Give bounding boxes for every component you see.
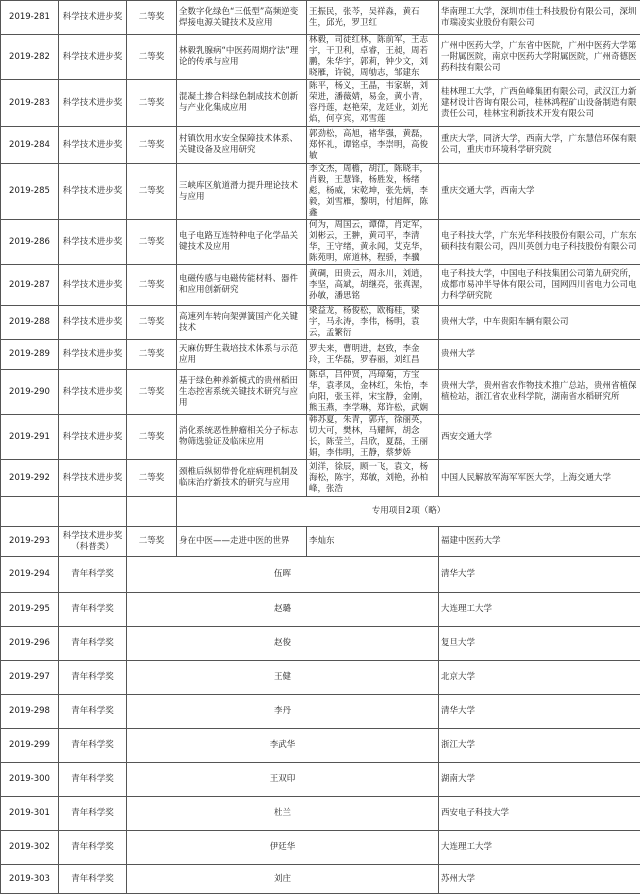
organizations-cell: 福建中医药大学 [439,527,640,557]
table-row [1,80,640,127]
winner-name-cell: 李武华 [127,729,439,763]
empty-cell [127,497,177,527]
project-name-cell: 三峡库区航道滑力提升理论技术与应用 [177,164,307,220]
organizations-cell: 华南理工大学，深圳市佳士科技股份有限公司，深圳市瑞凌实业股份有限公司 [439,1,640,35]
award-grade-cell: 二等奖 [127,1,177,35]
award-grade-cell: 二等奖 [127,415,177,460]
project-name-cell: 高速列车转向架弹簧国产化关键技术 [177,306,307,340]
award-category-cell: 青年科学奖 [59,627,127,661]
award-grade-cell: 二等奖 [127,460,177,497]
project-id-cell: 2019-295 [1,593,59,627]
award-category-cell: 青年科学奖 [59,729,127,763]
award-category-cell: 科学技术进步奖 [59,220,127,265]
award-category-cell: 科学技术进步奖 [59,370,127,415]
organizations-cell: 重庆交通大学，西南大学 [439,164,640,220]
completers-cell: 罗夫来，曹明进，赵致，李金玲，王华磊，罗春丽，刘红昌 [307,340,439,370]
award-category-cell: 青年科学奖 [59,763,127,797]
winner-organization-cell: 湖南大学 [439,763,640,797]
award-grade-cell: 二等奖 [127,340,177,370]
award-grade-cell: 二等奖 [127,164,177,220]
award-grade-cell: 二等奖 [127,220,177,265]
project-id-cell: 2019-281 [1,1,59,35]
table-row [1,695,640,729]
award-category-cell: 青年科学奖 [59,831,127,865]
table-row [1,415,640,460]
table-row [1,306,640,340]
project-id-cell: 2019-285 [1,164,59,220]
project-id-cell: 2019-299 [1,729,59,763]
table-row [1,593,640,627]
project-id-cell: 2019-296 [1,627,59,661]
project-name-cell: 电子电路互连特种电子化学品关键技术及应用 [177,220,307,265]
project-id-cell: 2019-303 [1,865,59,894]
project-name-cell: 基于绿色种养新模式的贵州稻田生态控害系统关键技术研究与应用 [177,370,307,415]
award-category-cell: 青年科学奖 [59,865,127,894]
completers-cell: 梁益龙，杨俊松，欧梅桂，梁宇，马永涛，李伟，杨明，袁云，孟繁衍 [307,306,439,340]
project-id-cell: 2019-287 [1,265,59,306]
completers-cell: 何为，周国云，谭偉，肖定军，刘彬云，王翀，黄司平，李清华，王守绪，黄永闻，艾克华，陈苑明，席道林，程骄，李骥 [307,220,439,265]
project-id-cell: 2019-302 [1,831,59,865]
award-category-cell: 科学技术进步奖 [59,1,127,35]
award-category-cell: 科学技术进步奖 [59,265,127,306]
award-category-cell: 科学技术进步奖 [59,127,127,164]
table-row [1,797,640,831]
project-id-cell: 2019-290 [1,370,59,415]
winner-name-cell: 王健 [127,661,439,695]
empty-cell [1,497,59,527]
award-category-cell: 青年科学奖 [59,797,127,831]
project-name-cell: 混凝土掺合料绿色制成技术创新与产业化集成应用 [177,80,307,127]
winner-organization-cell: 西安电子科技大学 [439,797,640,831]
award-grade-cell: 二等奖 [127,80,177,127]
organizations-cell: 贵州大学，贵州省农作物技术推广总站，贵州省植保植检站，浙江省农业科学院，湖南省水稻研究所 [439,370,640,415]
project-name-cell: 全数字化绿色“三低型”高频逆变焊接电源关键技术及应用 [177,1,307,35]
winner-organization-cell: 苏州大学 [439,865,640,894]
project-id-cell: 2019-298 [1,695,59,729]
award-category-cell: 青年科学奖 [59,695,127,729]
table-row [1,35,640,80]
table-row [1,831,640,865]
award-grade-cell: 二等奖 [127,370,177,415]
winner-name-cell: 王双印 [127,763,439,797]
project-id-cell: 2019-286 [1,220,59,265]
completers-cell: 李文杰，周檐，胡江，陈晓丰，肖毅，王慧锋，杨胜发，杨绪彪，杨威，宋乾坤，张先炳，李毅，刘雪雁，黎明，付旭辉，陈鑫 [307,164,439,220]
project-id-cell: 2019-289 [1,340,59,370]
project-id-cell: 2019-283 [1,80,59,127]
organizations-cell: 中国人民解放军海军军医大学，上海交通大学 [439,460,640,497]
winner-name-cell: 伍晖 [127,557,439,593]
organizations-cell: 西安交通大学 [439,415,640,460]
special-projects-note: 专用项目2项（略） [177,497,640,527]
organizations-cell: 贵州大学 [439,340,640,370]
project-name-cell: 身在中医——走进中医的世界 [177,527,307,557]
project-id-cell: 2019-284 [1,127,59,164]
table-row [1,1,640,35]
winner-organization-cell: 清华大学 [439,557,640,593]
winner-organization-cell: 北京大学 [439,661,640,695]
project-name-cell: 消化系统恶性肿瘤相关分子标志物筛选验证及临床应用 [177,415,307,460]
table-row [1,661,640,695]
award-category-cell: 科学技术进步奖 [59,35,127,80]
organizations-cell: 重庆大学，同济大学，西南大学，广东慧信环保有限公司，重庆市环境科学研究院 [439,127,640,164]
award-category-cell: 科学技术进步奖 [59,460,127,497]
project-id-cell: 2019-293 [1,527,59,557]
table-row [1,340,640,370]
project-id-cell: 2019-292 [1,460,59,497]
table-row [1,865,640,894]
award-grade-cell: 二等奖 [127,527,177,557]
completers-cell: 王振民，张芩，吴祥淼，黄石生，邱光，罗卫红 [307,1,439,35]
award-category-cell: 科学技术进步奖 [59,80,127,127]
award-grade-cell: 二等奖 [127,35,177,80]
project-name-cell: 村镇饮用水安全保障技术体系、关键设备及应用研究 [177,127,307,164]
completers-cell: 林毅，司徒红林，陈前军，王志宇，干卫利，卓睿，王昶，周若鹏，朱华宇，郭莉，钟少文，刘晓雁，许锐，周劬志，邹建东 [307,35,439,80]
table-row [1,220,640,265]
organizations-cell: 桂林理工大学，广西鱼峰集团有限公司，武汉江力新建材设计咨询有限公司，桂林鸿程矿山设备制造有限责任公司，桂林宝利新技术开发有限公司 [439,80,640,127]
table-row [1,627,640,661]
organizations-cell: 广州中医药大学，广东省中医院，广州中医药大学第一附属医院，南京中医药大学附属医院，广州奇德医药科技有限公司 [439,35,640,80]
award-category-cell: 科学技术进步奖 [59,164,127,220]
project-name-cell: 林毅乳腺病“中医药周期疗法”理论的传承与应用 [177,35,307,80]
winner-organization-cell: 大连理工大学 [439,831,640,865]
table-row [1,164,640,220]
winner-organization-cell: 浙江大学 [439,729,640,763]
completers-cell: 陈平，杨义，王晶，韦家崭，刘荣进，潘薇婧，易金，黄小青，容丹莲，赵艳荣，龙廷业，刘光焰，何亨宾，邓雪莲 [307,80,439,127]
winner-name-cell: 赵璐 [127,593,439,627]
winner-name-cell: 刘庄 [127,865,439,894]
table-row [1,557,640,593]
winner-organization-cell: 复旦大学 [439,627,640,661]
completers-cell: 陈卓，吕仲贤，冯璋菊，方宝华，袁孝凤，金林红，朱怡，李向阳，张玉祥，宋宝静，金刚，熊玉燕，李学琳，郑许松，武娴 [307,370,439,415]
table-row [1,460,640,497]
completers-cell: 李灿东 [307,527,439,557]
award-category-cell: 科学技术进步奖 [59,340,127,370]
project-id-cell: 2019-301 [1,797,59,831]
project-id-cell: 2019-282 [1,35,59,80]
project-name-cell: 天麻仿野生栽培技术体系与示范应用 [177,340,307,370]
project-id-cell: 2019-291 [1,415,59,460]
award-grade-cell: 二等奖 [127,265,177,306]
table-row [1,265,640,306]
completers-cell: 韩苏夏，朱青，郭卉，徐丽英，切大可，樊林，马耀辉，胡念长，陈莹兰，吕欣，夏磊，王丽娟，李伟明，王静，蔡梦娇 [307,415,439,460]
award-category-cell: 科学技术进步奖 [59,415,127,460]
table-row [1,763,640,797]
project-id-cell: 2019-297 [1,661,59,695]
table-row [1,497,640,527]
table-row [1,729,640,763]
award-category-cell: 青年科学奖 [59,557,127,593]
completers-cell: 刘洋，徐辰，顾一飞，袁文，杨海松，陈宇，郑敏，刘艳，孙柏峰，张浩 [307,460,439,497]
award-grade-cell: 二等奖 [127,127,177,164]
project-id-cell: 2019-300 [1,763,59,797]
organizations-cell: 贵州大学，中车贵阳车辆有限公司 [439,306,640,340]
completers-cell: 黄碉，田贵云，周永川，刘逍，李坚，高斌，胡继亮，张真渥，孙敏，潘思铭 [307,265,439,306]
table-row [1,127,640,164]
project-name-cell: 电磁传感与电磁传能材料、器件和应用创新研究 [177,265,307,306]
table-row [1,370,640,415]
winner-organization-cell: 清华大学 [439,695,640,729]
winner-name-cell: 李丹 [127,695,439,729]
award-grade-cell: 二等奖 [127,306,177,340]
winner-organization-cell: 大连理工大学 [439,593,640,627]
winner-name-cell: 伊廷华 [127,831,439,865]
award-category-cell: 科学技术进步奖（科普类） [59,527,127,557]
winner-name-cell: 赵俊 [127,627,439,661]
award-category-cell: 科学技术进步奖 [59,306,127,340]
winner-name-cell: 杜兰 [127,797,439,831]
table-row [1,527,640,557]
completers-cell: 郭劲松，高旭，褚华强，黄磊，郑怀礼，谭铭卓，李崇明，高俊敏 [307,127,439,164]
project-id-cell: 2019-288 [1,306,59,340]
project-id-cell: 2019-294 [1,557,59,593]
award-category-cell: 青年科学奖 [59,661,127,695]
empty-cell [59,497,127,527]
award-category-cell: 青年科学奖 [59,593,127,627]
project-name-cell: 颈椎后纵韧带骨化症病理机制及临床治疗新技术的研究与应用 [177,460,307,497]
organizations-cell: 电子科技大学，中国电子科技集团公司第九研究所，成都市易冲半导体有限公司，国网四川省电力公司电力科学研究院 [439,265,640,306]
organizations-cell: 电子科技大学，广东光华科技股份有限公司，广东东硕科技有限公司，四川英创力电子科技股份有限公司 [439,220,640,265]
